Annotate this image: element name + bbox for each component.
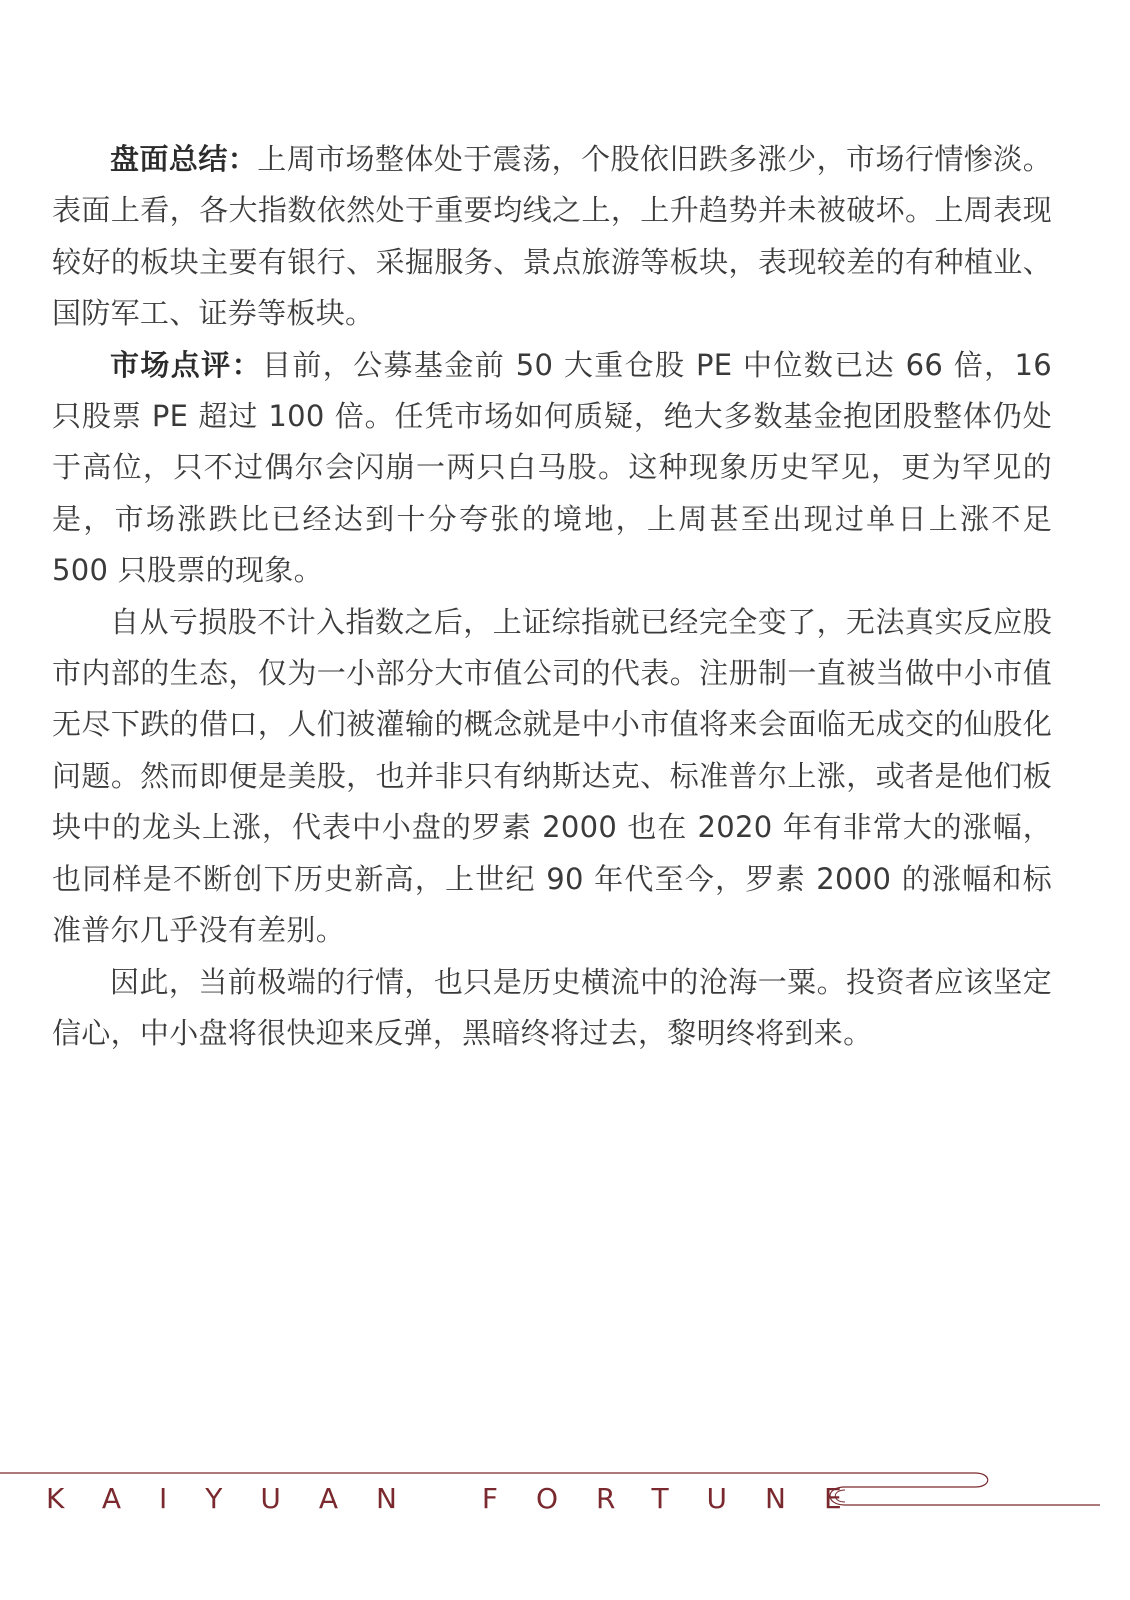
page-footer [0, 1470, 1130, 1540]
paragraph-text: 上周市场整体处于震荡，个股依旧跌多涨少，市场行情惨淡。表面上看，各大指数依然处于重要均线之上，上升趋势并未被破坏。上周表现较好的板块主要有银行、采掘服务、景点旅游等板块，表现较差的有种植业、国防军工、证券等板块。 [52, 142, 1052, 331]
paragraph-index-analysis [52, 597, 1052, 957]
brand-logotype: KAIYUAN FORTUNE [46, 1482, 880, 1515]
paragraph-lead: 市场点评： [110, 347, 262, 382]
paragraph-lead: 盘面总结： [110, 142, 258, 176]
paragraph-text: 自从亏损股不计入指数之后，上证综指就已经完全变了，无法真实反应股市内部的生态，仅为一小部分大市值公司的代表。注册制一直被当做中小市值无尽下跌的借口，人们被灌输的概念就是中小市值将来会面临无成交的仙股化问题。然而即便是美股，也并非只有纳斯达克、标准普尔上涨，或者是他们板块中的龙头上涨，代表中小盘的罗素 2000 也在 2020 年有非常大的涨幅，也同样是不断创下历史新高，上世纪 90 年代至今，罗素 2000 的涨幅和标准普尔几乎没有差别。 [52, 604, 1052, 948]
article-body [52, 134, 1052, 1059]
paragraph-text: 目前，公募基金前 50 大重仓股 PE 中位数已达 66 倍，16 只股票 PE 超过 100 倍。任凭市场如何质疑，绝大多数基金抱团股整体仍处于高位，只不过偶尔会闪崩一两只白马股。这种现象历史罕见，更为罕见的是，市场涨跌比已经达到十分夸张的境地，上周甚至出现过单日上涨不足 500 只股票的现象。 [52, 347, 1052, 588]
paragraph-conclusion [52, 957, 1052, 1060]
paragraph-market-comment [52, 340, 1052, 597]
paragraph-text: 因此，当前极端的行情，也只是历史横流中的沧海一粟。投资者应该坚定信心，中小盘将很快迎来反弹，黑暗终将过去，黎明终将到来。 [52, 964, 1052, 1050]
paragraph-market-summary [52, 134, 1052, 340]
